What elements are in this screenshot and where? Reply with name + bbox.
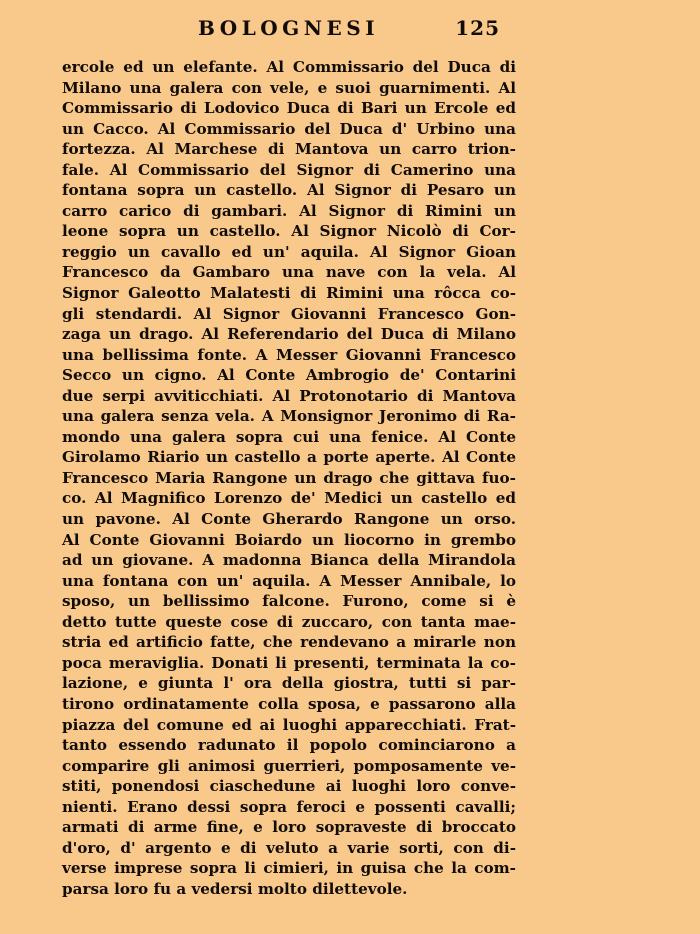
text-line: piazza del comune ed ai luoghi apparecchiati. Frat- (62, 715, 516, 734)
text-line: carro carico di gambari. Al Signor di Rimini un (62, 201, 516, 220)
text-line: tanto essendo radunato il popolo cominciarono a (62, 736, 516, 755)
text-line: Secco un cigno. Al Conte Ambrogio de' Contarini (62, 366, 516, 385)
text-line: lazione, e giunta l' ora della giostra, tutti si par- (62, 674, 516, 693)
text-line: Girolamo Riario un castello a porte aperte. Al Conte (62, 448, 516, 467)
text-line: un pavone. Al Conte Gherardo Rangone un orso. (62, 510, 516, 529)
text-line: ad un giovane. A madonna Bianca della Mirandola (62, 551, 516, 570)
running-title: BOLOGNESI (198, 16, 380, 40)
text-line: zaga un drago. Al Referendario del Duca di Milano (62, 325, 516, 344)
text-line: stria ed artificio fatte, che rendevano a mirarle non (62, 633, 516, 652)
text-line: mondo una galera sopra cui una fenice. Al Conte (62, 427, 516, 446)
text-line: stiti, ponendosi ciaschedune ai luoghi loro conve- (62, 777, 516, 796)
text-line: Signor Galeotto Malatesti di Rimini una rôcca co- (62, 284, 516, 303)
text-line: armati di arme fine, e loro sopraveste di broccato (62, 818, 516, 837)
text-line: leone sopra un castello. Al Signor Nicolò di Cor- (62, 222, 516, 241)
body-text (62, 57, 516, 899)
text-line: una fontana con un' aquila. A Messer Annibale, lo (62, 571, 516, 590)
text-line: Al Conte Giovanni Boiardo un liocorno in grembo (62, 530, 516, 549)
text-line: sposo, un bellissimo falcone. Furono, come si è (62, 592, 516, 611)
text-line: nienti. Erano dessi sopra feroci e possenti cavalli; (62, 797, 516, 816)
text-line: Milano una galera con vele, e suoi guarnimenti. Al (62, 78, 516, 97)
text-line: fontana sopra un castello. Al Signor di Pesaro un (62, 181, 516, 200)
text-line: una bellissima fonte. A Messer Giovanni Francesco (62, 345, 516, 364)
text-line: una galera senza vela. A Monsignor Jeronimo di Ra- (62, 407, 516, 426)
text-line: Commissario di Lodovico Duca di Bari un Ercole ed (62, 99, 516, 118)
text-line: comparire gli animosi guerrieri, pomposamente ve- (62, 756, 516, 775)
text-line: fortezza. Al Marchese di Mantova un carro trion- (62, 140, 516, 159)
text-line: gli stendardi. Al Signor Giovanni Francesco Gon- (62, 304, 516, 323)
text-line: un Cacco. Al Commissario del Duca d' Urbino una (62, 119, 516, 138)
text-line: co. Al Magnifico Lorenzo de' Medici un castello ed (62, 489, 516, 508)
running-header (62, 16, 500, 44)
text-line: detto tutte queste cose di zuccaro, con tanta mae- (62, 612, 516, 631)
text-line: Francesco da Gambaro una nave con la vela. Al (62, 263, 516, 282)
page-number: 125 (455, 16, 500, 40)
text-line: Francesco Maria Rangone un drago che gittava fuo- (62, 468, 516, 487)
text-line: tirono ordinatamente colla sposa, e passarono alla (62, 694, 516, 713)
text-line: reggio un cavallo ed un' aquila. Al Signor Gioan (62, 242, 516, 261)
text-line: poca meraviglia. Donati li presenti, terminata la co- (62, 653, 516, 672)
text-line: parsa loro fu a vedersi molto dilettevole. (62, 879, 408, 898)
text-line: d'oro, d' argento e di veluto a varie sorti, con di- (62, 838, 516, 857)
text-line: verse imprese sopra li cimieri, in guisa che la com- (62, 859, 516, 878)
text-line: fale. Al Commissario del Signor di Camerino una (62, 160, 516, 179)
text-line: due serpi avviticchiati. Al Protonotario di Mantova (62, 386, 516, 405)
text-line: ercole ed un elefante. Al Commissario del Duca di (62, 58, 516, 76)
